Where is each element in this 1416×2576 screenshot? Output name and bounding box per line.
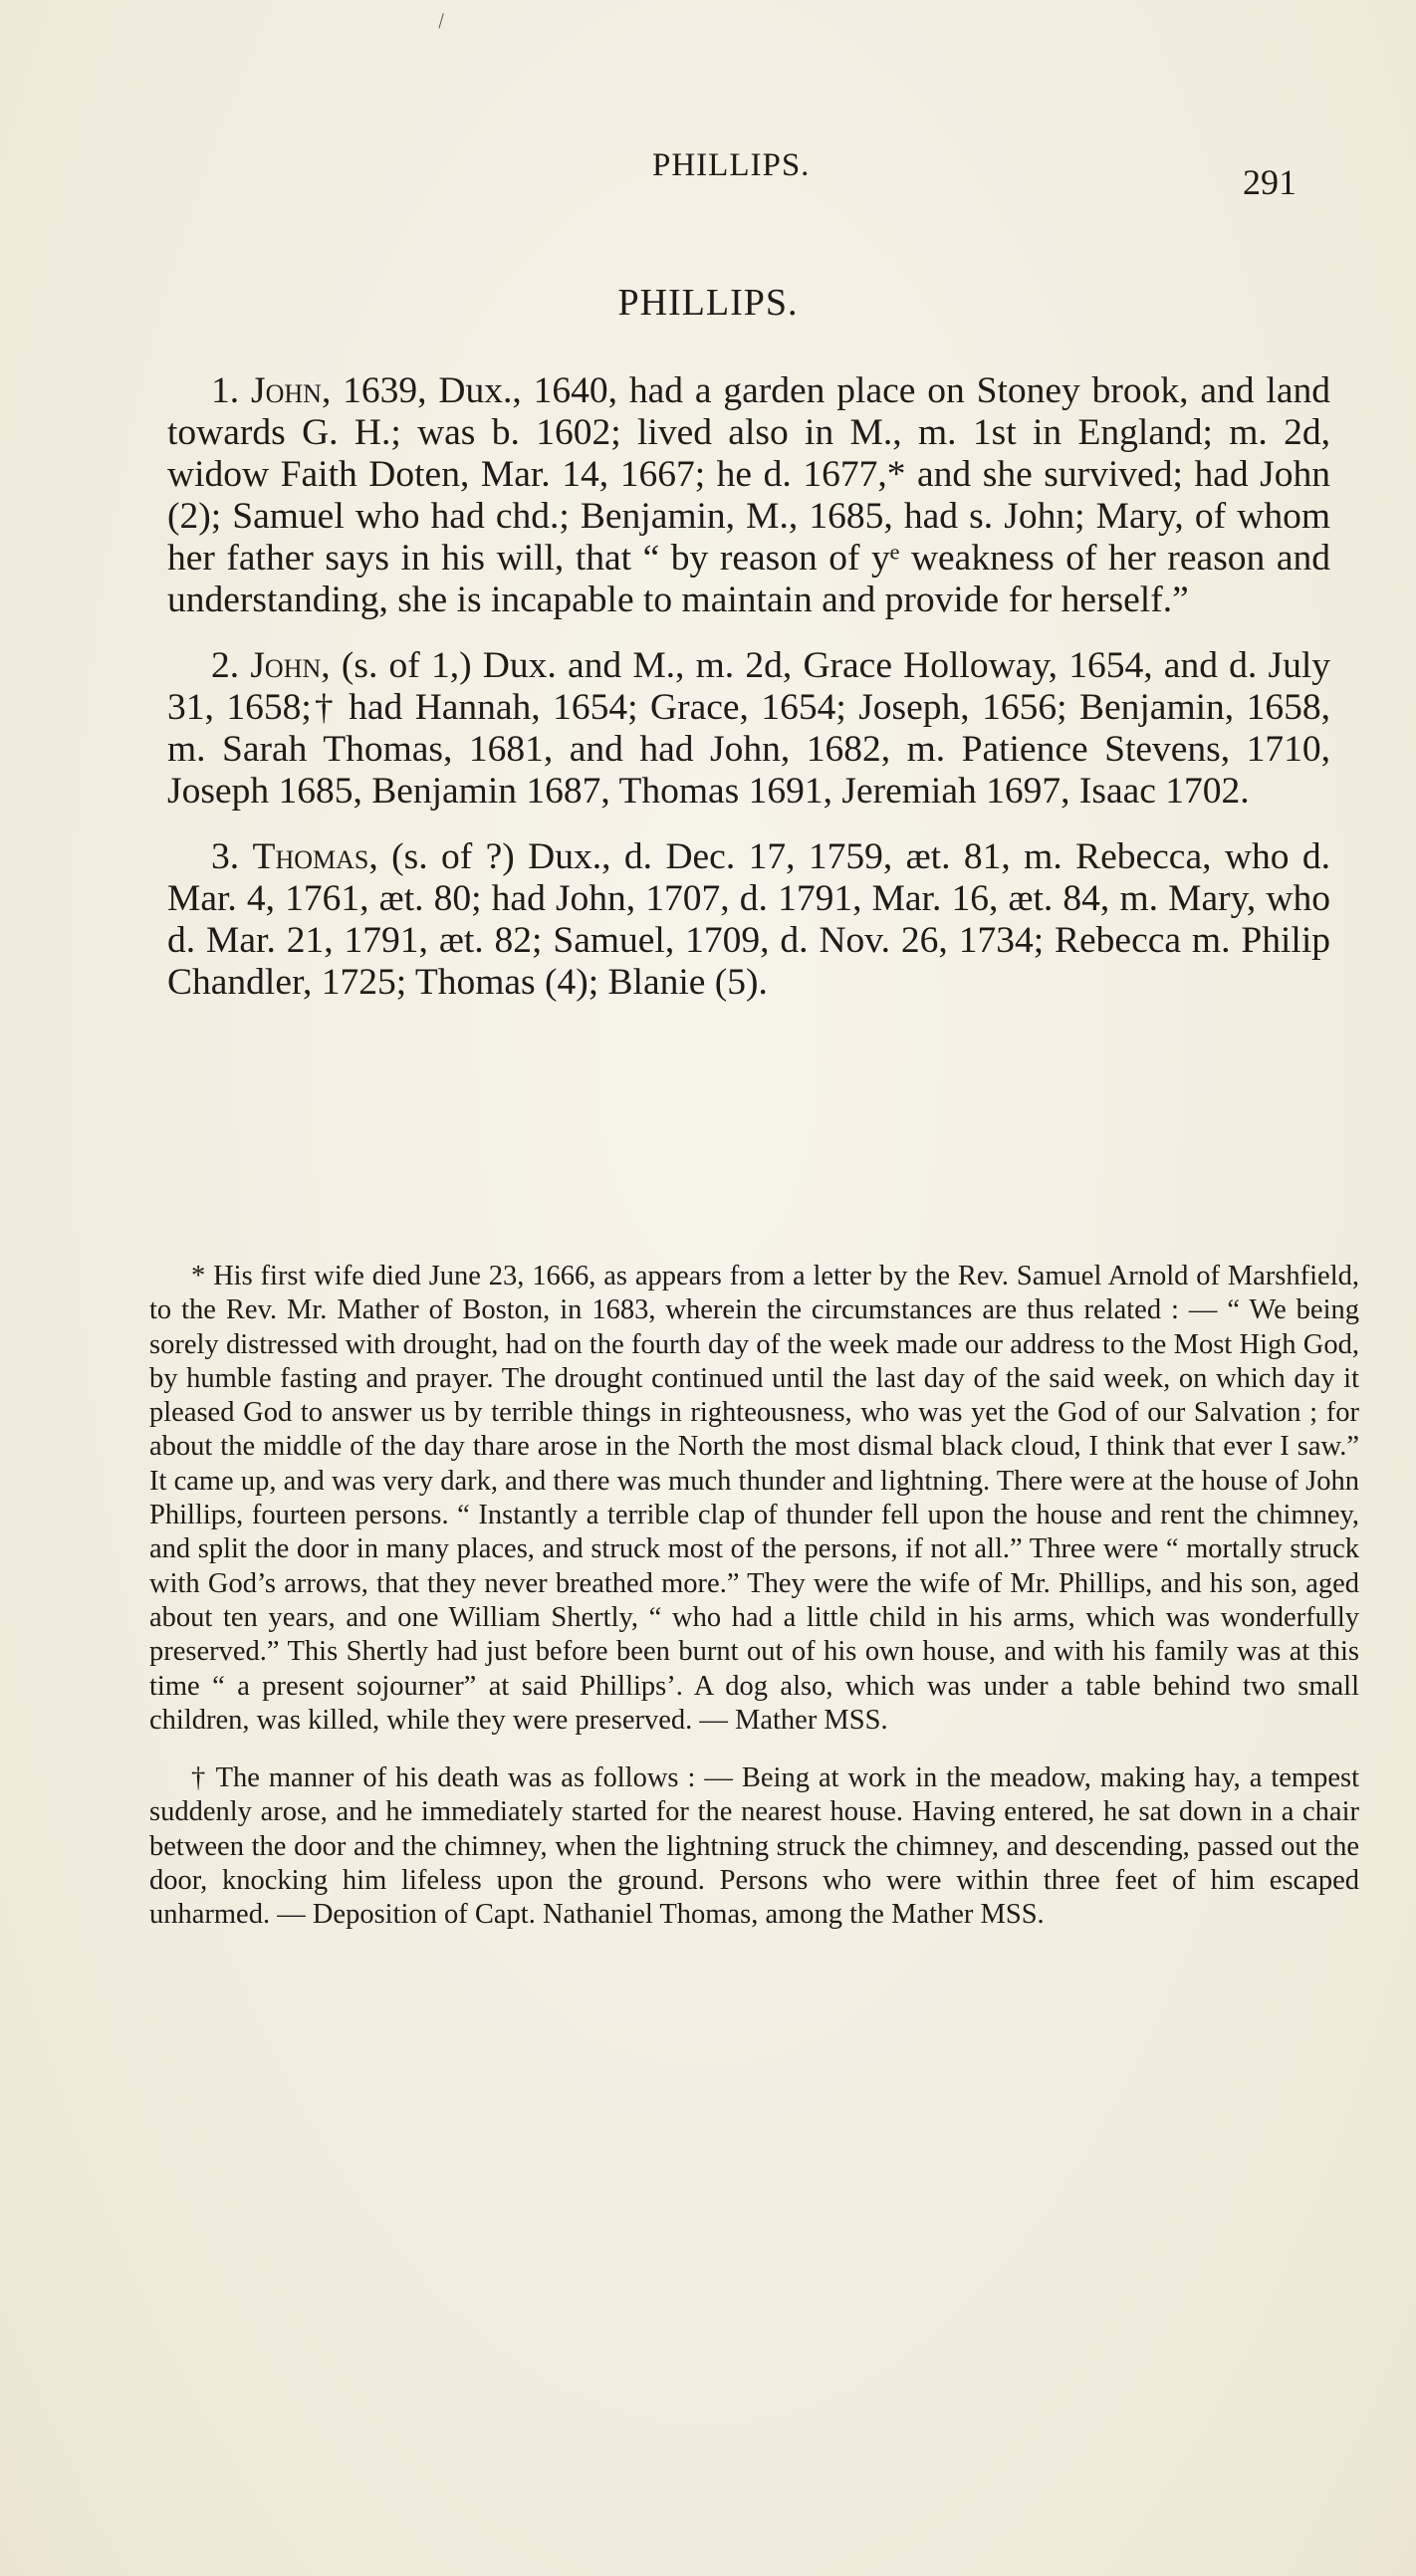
entry-name: John xyxy=(250,645,322,686)
entry-number: 3. xyxy=(211,836,240,877)
footnotes xyxy=(149,1260,1359,1957)
ink-mark: \ xyxy=(431,8,452,33)
footnote-asterisk: * His first wife died June 23, 1666, as appears from a letter by the Rev. Samuel Arnold of Marshfield, to the Rev. Mr. Mather of Boston, in 1683, wherein the circumstances are thus related : — “ We being sorely distressed with drought, had on the fourth day of the week made our address to the Most High God, by humble fasting and prayer. The drought continued until the last day of the said week, on which day it pleased God to answer us by terrible things in righteousness, who was yet the God of our Salvation ; for about the middle of the day thare arose in the North the most dismal black cloud, I think that ever I saw.” It came up, and was very dark, and there was much thunder and lightning. There were at the house of John Phillips, fourteen persons. “ Instantly a terrible clap of thunder fell upon the house and rent the chimney, and split the door in many places, and struck most of the persons, if not all.” Three were “ mortally struck with God’s arrows, that they never breathed more.” They were the wife of Mr. Phillips, and his son, aged about ten years, and one William Shertly, “ who had a little child in his arms, which was wonderfully preserved.” This Shertly had just before been burnt out of his own house, and with his family was at this time “ a present sojourner” at said Phillips’. A dog also, which was under a table behind two small children, was killed, while they were preserved. — Mather MSS. xyxy=(149,1261,1359,1736)
section-title: PHILLIPS. xyxy=(617,282,799,324)
entry-1 xyxy=(167,370,1330,621)
genealogy-entries xyxy=(167,370,1330,1028)
running-head: PHILLIPS. xyxy=(652,147,811,183)
entry-number: 2. xyxy=(211,645,240,686)
entry-text: , (s. of 1,) Dux. and M., m. 2d, Grace Holloway, 1654, and d. July 31, 1658;† had Hannah, 1654; Grace, 1654; Joseph, 1656; Benjamin, 1658, m. Sarah Thomas, 1681, and had John, 1682, m. Patience Stevens, 1710, Joseph 1685, Benjamin 1687, Thomas 1691, Jeremiah 1697, Isaac 1702. xyxy=(167,645,1330,812)
entry-text: , (s. of ?) Dux., d. Dec. 17, 1759, æt. 81, m. Rebecca, who d. Mar. 4, 1761, æt. 80; had John, 1707, d. 1791, Mar. 16, æt. 84, m. Mary, who d. Mar. 21, 1791, æt. 82; Samuel, 1709, d. Nov. 26, 1734; Rebecca m. Philip Chandler, 1725; Thomas (4); Blanie (5). xyxy=(167,836,1330,1003)
entry-name: Thomas xyxy=(252,836,369,877)
footnote-dagger: † The manner of his death was as follows : — Being at work in the meadow, making hay, a tempest suddenly arose, and he immediately started for the nearest house. Having entered, he sat down in a chair between the door and the chimney, when the lightning struck the chimney, and descending, passed out the door, knocking him lifeless upon the ground. Persons who were within three feet of him escaped unharmed. — Deposition of Capt. Nathaniel Thomas, among the Mather MSS. xyxy=(149,1762,1359,1931)
page-number: 291 xyxy=(1243,162,1297,202)
entry-text: , 1639, Dux., 1640, had a garden place on Stoney brook, and land towards G. H.; was b. 1602; lived also in M., m. 1st in England; m. 2d, widow Faith Doten, Mar. 14, 1667; he d. 1677,* and she survived; had John (2); Samuel who had chd.; Benjamin, M., 1685, had s. John; Mary, of whom her father says in his will, that “ by reason of yᵉ weakness of her reason and understanding, she is incapable to maintain and provide for herself.” xyxy=(167,370,1330,620)
entry-number: 1. xyxy=(211,370,240,411)
entry-3 xyxy=(167,836,1330,1004)
entry-name: John xyxy=(251,370,322,411)
entry-2 xyxy=(167,645,1330,813)
